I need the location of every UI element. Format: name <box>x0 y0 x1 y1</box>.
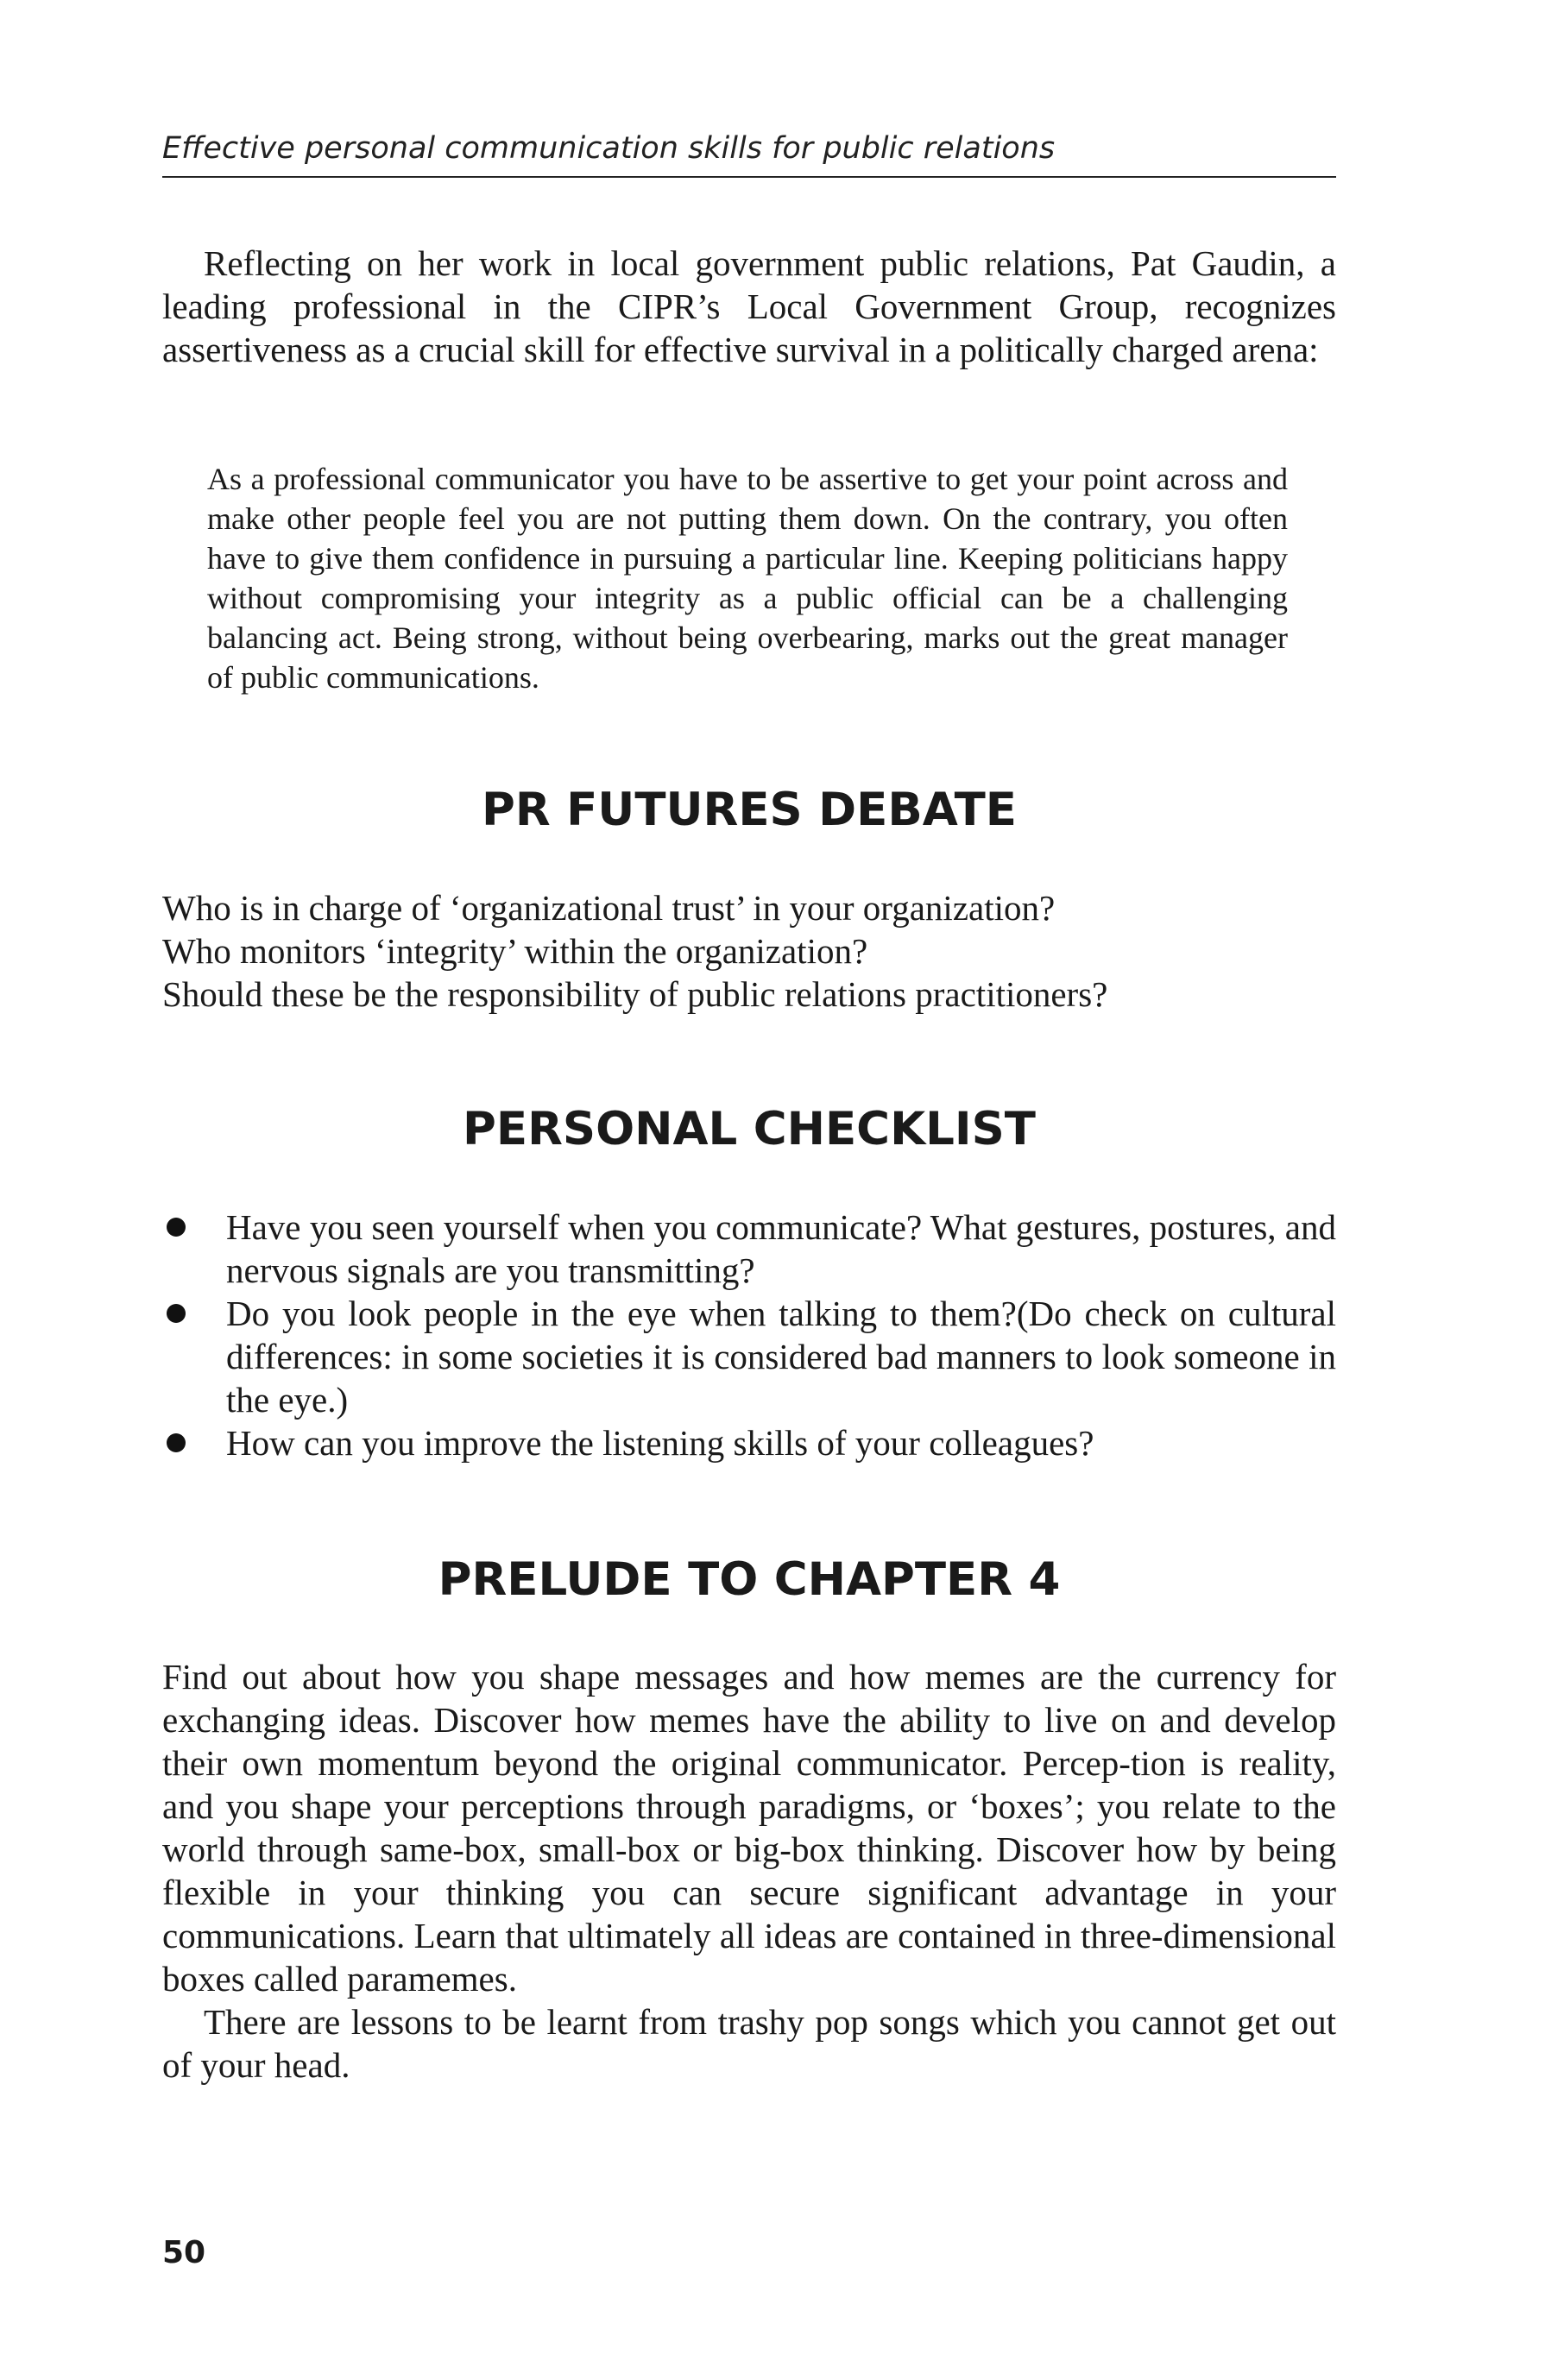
checklist-list <box>162 1206 1336 1464</box>
intro-paragraph: Reflecting on her work in local government public relations, Pat Gaudin, a leading professional in the CIPR’s Local Government Group, recognizes assertiveness as a crucial skill for effective survival in a politically charged arena: <box>162 243 1336 369</box>
section-heading-prelude: PRELUDE TO CHAPTER 4 <box>438 1553 1061 1606</box>
prelude-paragraph: Find out about how you shape messages and how memes are the currency for exchanging ideas. Discover how memes have the ability to live on and develop their own momentum beyond the original communicator. Percep-tion is reality, and you shape your perceptions through paradigms, or ‘boxes’; you relate to the world through same-box, small-box or big-box thinking. Discover how by being flexible in your thinking you can secure significant advantage in your communications. Learn that ultimately all ideas are contained in three-dimensional boxes called paramemes. <box>162 1657 1336 1999</box>
checklist-item-text: How can you improve the listening skills of your colleagues? <box>226 1423 1094 1463</box>
section-heading-personal-checklist: PERSONAL CHECKLIST <box>463 1103 1036 1155</box>
prelude-paragraph: There are lessons to be learnt from trashy pop songs which you cannot get out of your head. <box>162 2002 1336 2085</box>
debate-question: Who is in charge of ‘organizational trust’ in your organization? <box>162 888 1056 928</box>
checklist-item <box>162 1421 1336 1464</box>
debate-questions <box>162 886 1336 1016</box>
bullet-icon <box>167 1433 186 1452</box>
checklist-item-text: Have you seen yourself when you communicate? What gestures, postures, and nervous signals are you transmitting? <box>226 1207 1336 1290</box>
page-number: 50 <box>162 2235 206 2270</box>
section-heading-pr-futures-debate: PR FUTURES DEBATE <box>481 784 1018 836</box>
running-head: Effective personal communication skills for public relations <box>162 131 1336 178</box>
debate-question: Should these be the responsibility of public relations practitioners? <box>162 974 1108 1014</box>
bullet-icon <box>167 1304 186 1323</box>
checklist-item-text: Do you look people in the eye when talking to them?(Do check on cultural differences: in some societies it is considered bad manners to look someone in the eye.) <box>226 1294 1336 1420</box>
bullet-icon <box>167 1218 186 1237</box>
prelude-text <box>162 1655 1336 2087</box>
checklist-item <box>162 1206 1336 1292</box>
checklist-item <box>162 1292 1336 1421</box>
block-quote: As a professional communicator you have to be assertive to get your point across and make other people feel you are not putting them down. On the contrary, you often have to give them confidence in pursuing a particular line. Keeping politicians happy without compromising your integrity as a public official can be a challenging balancing act. Being strong, without being overbearing, marks out the great manager of public communications. <box>207 462 1288 695</box>
debate-question: Who monitors ‘integrity’ within the organization? <box>162 931 868 971</box>
